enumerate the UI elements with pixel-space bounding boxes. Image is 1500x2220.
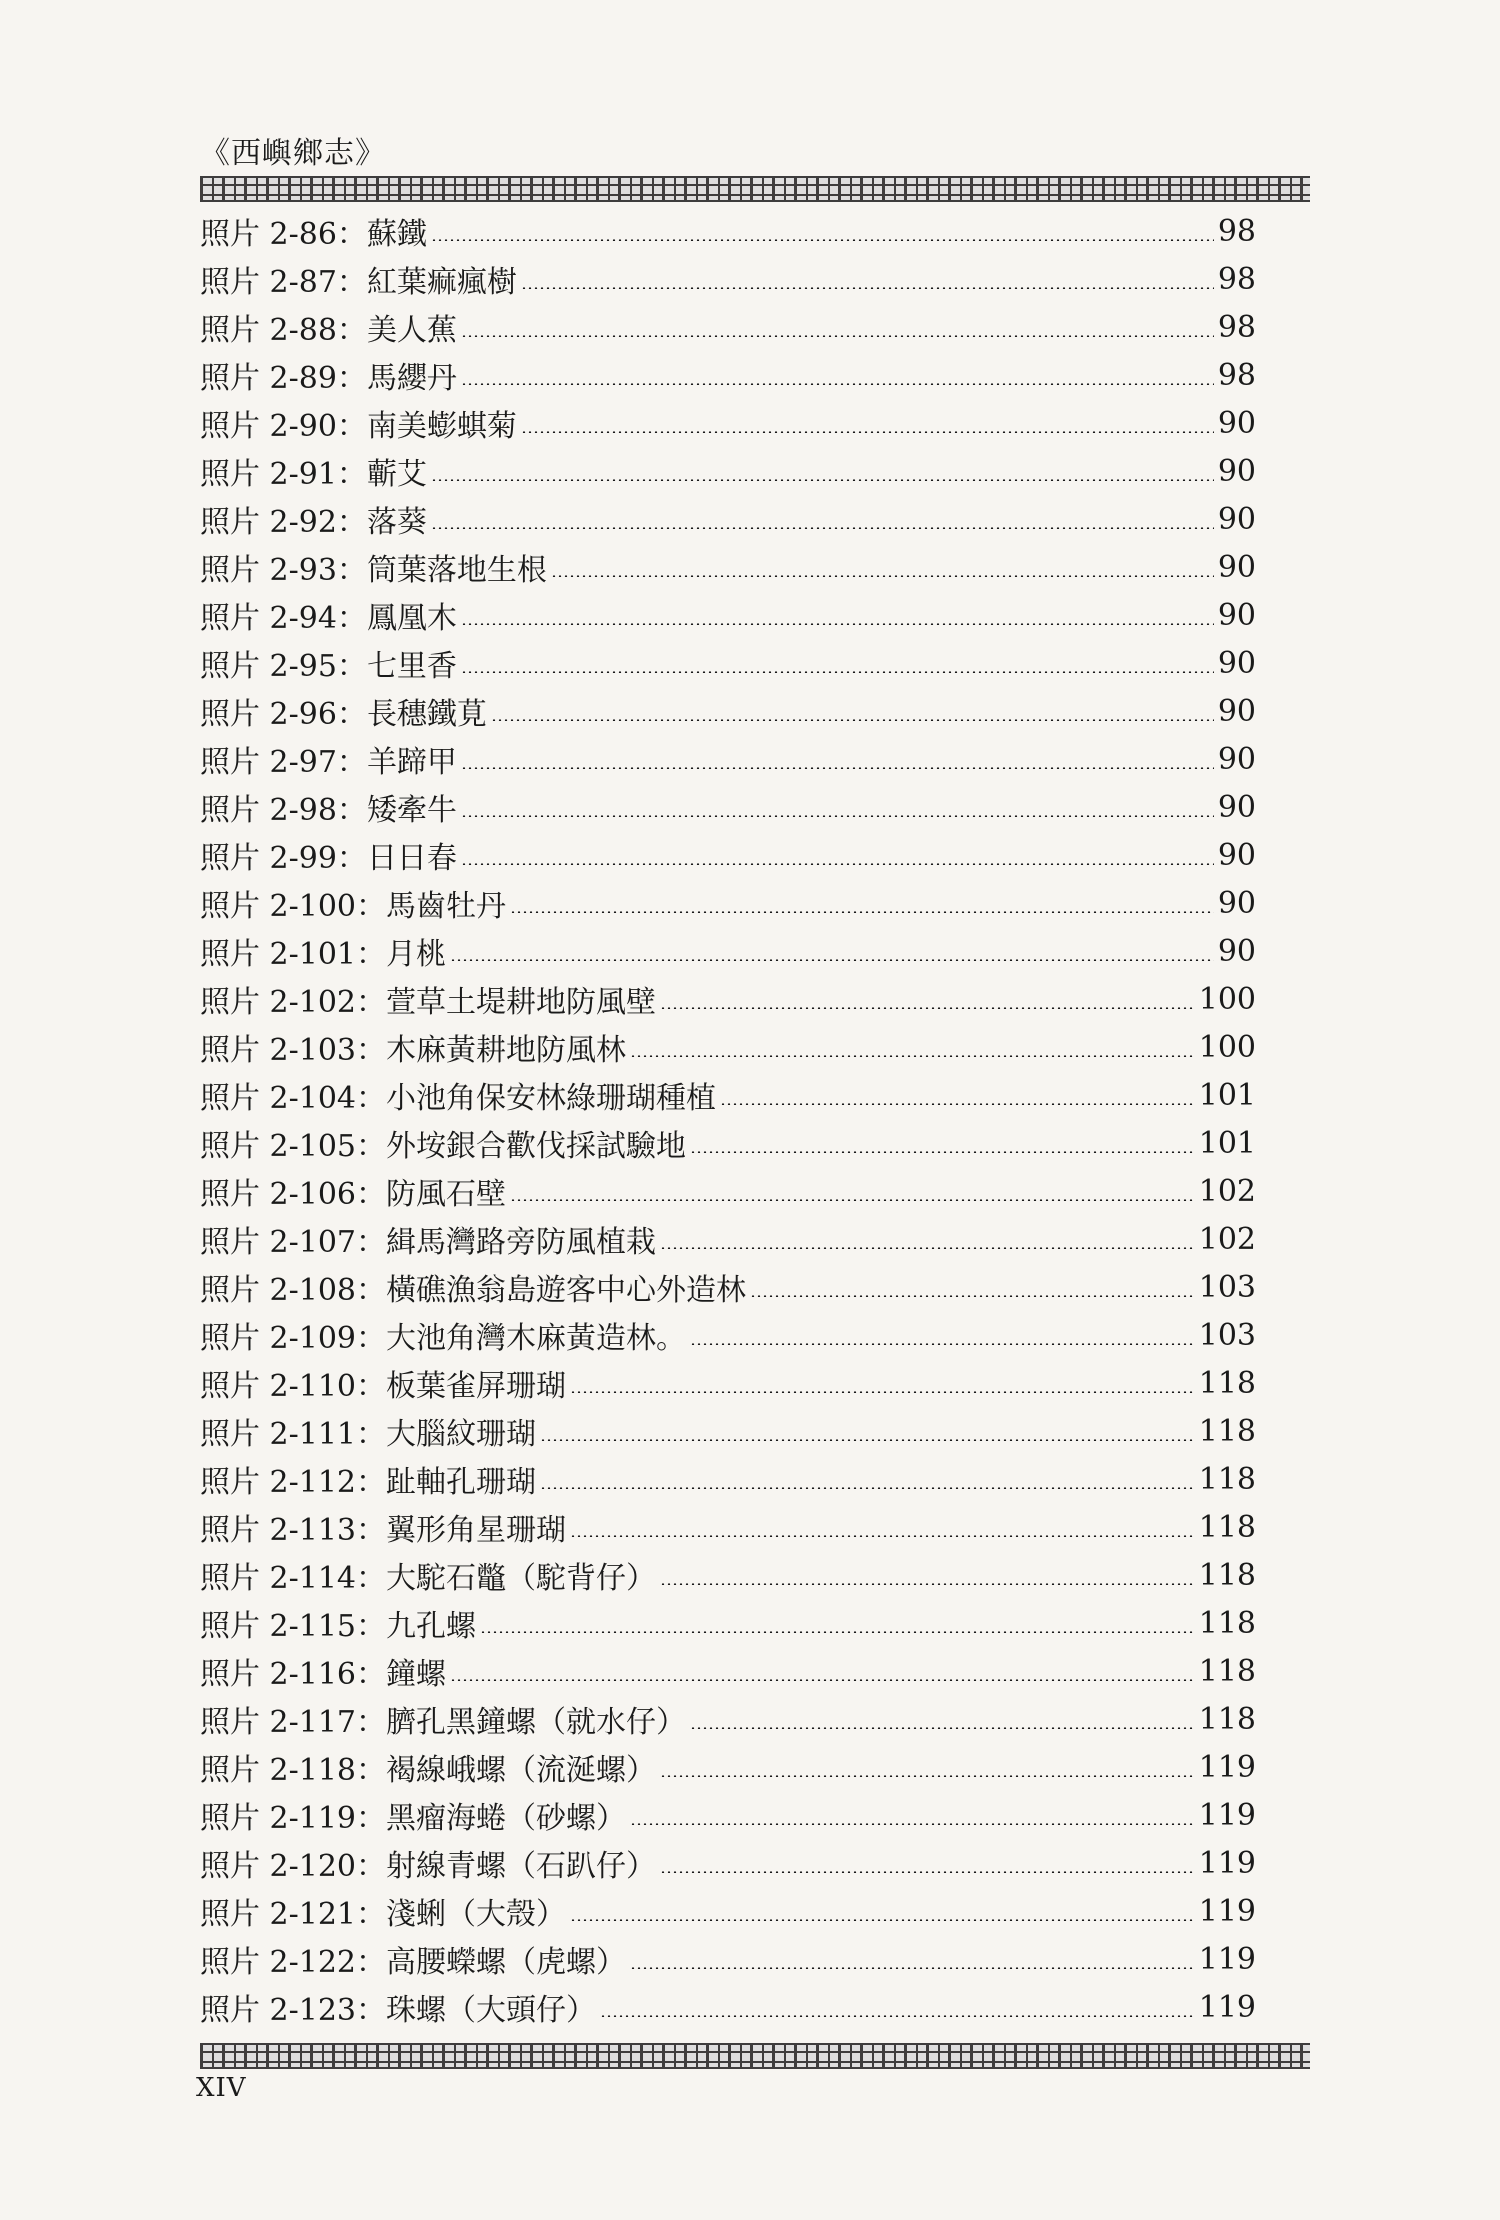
toc-entry xyxy=(200,1023,1256,1071)
entry-page-number: 90 xyxy=(1217,837,1256,873)
entry-title: 大駝石鼈（駝背仔） xyxy=(386,1561,657,1596)
entry-label: 照片 2-112： xyxy=(200,1465,387,1500)
entry-title: 淺蜊（大殼） xyxy=(386,1897,567,1932)
dot-leader xyxy=(510,1199,1195,1201)
entry-page-number: 118 xyxy=(1198,1413,1256,1449)
entry-title: 蘇鐵 xyxy=(366,217,427,252)
entry-page-number: 118 xyxy=(1198,1653,1256,1689)
dot-leader xyxy=(450,959,1214,961)
toc-entry xyxy=(200,1791,1256,1839)
toc-entry xyxy=(200,687,1256,735)
toc-entry xyxy=(200,927,1256,975)
dot-leader xyxy=(461,335,1214,337)
entry-page-number: 90 xyxy=(1217,645,1256,681)
dot-leader xyxy=(600,2015,1195,2017)
entry-label: 照片 2-120： xyxy=(200,1849,387,1884)
entry-label: 照片 2-101： xyxy=(200,937,387,972)
entry-title: 黑瘤海蜷（砂螺） xyxy=(386,1801,627,1836)
entry-label: 照片 2-96： xyxy=(200,697,367,732)
entry-title: 小池角保安林綠珊瑚種植 xyxy=(386,1081,717,1116)
dot-leader xyxy=(690,1151,1195,1153)
entry-label: 照片 2-119： xyxy=(200,1801,387,1836)
entry-label: 照片 2-111： xyxy=(200,1417,387,1452)
entry-page-number: 118 xyxy=(1198,1557,1256,1593)
dot-leader xyxy=(461,671,1214,673)
entry-title: 紅葉痲瘋樹 xyxy=(366,265,517,300)
entry-title: 九孔螺 xyxy=(386,1609,477,1644)
entry-title: 落葵 xyxy=(366,505,427,540)
entry-label: 照片 2-123： xyxy=(200,1993,387,2028)
dot-leader xyxy=(521,287,1214,289)
toc-entry xyxy=(200,1551,1256,1599)
dot-leader xyxy=(540,1487,1195,1489)
entry-title: 日日春 xyxy=(366,841,457,876)
toc-entry xyxy=(200,1119,1256,1167)
dot-leader xyxy=(461,863,1214,865)
dot-leader xyxy=(570,1535,1195,1537)
entry-title: 翼形角星珊瑚 xyxy=(386,1513,567,1548)
entry-title: 臍孔黑鐘螺（就水仔） xyxy=(386,1705,687,1740)
entry-title: 七里香 xyxy=(366,649,457,684)
dot-leader xyxy=(491,719,1214,721)
toc-entry xyxy=(200,495,1256,543)
entry-title: 褐線峨螺（流涎螺） xyxy=(386,1753,657,1788)
dot-leader xyxy=(660,1583,1195,1585)
entry-title: 大腦紋珊瑚 xyxy=(386,1417,537,1452)
toc-entry xyxy=(200,1503,1256,1551)
toc-entry xyxy=(200,255,1256,303)
entry-label: 照片 2-113： xyxy=(200,1513,387,1548)
entry-page-number: 102 xyxy=(1198,1173,1256,1209)
entry-page-number: 119 xyxy=(1198,1797,1256,1833)
entry-page-number: 90 xyxy=(1217,501,1256,537)
entry-page-number: 90 xyxy=(1217,885,1256,921)
entry-label: 照片 2-105： xyxy=(200,1129,387,1164)
entry-label: 照片 2-116： xyxy=(200,1657,387,1692)
toc-entry xyxy=(200,1215,1256,1263)
toc-entry xyxy=(200,1839,1256,1887)
dot-leader xyxy=(461,815,1214,817)
entry-page-number: 90 xyxy=(1217,549,1256,585)
entry-title: 緝馬灣路旁防風植栽 xyxy=(386,1225,657,1260)
dot-leader xyxy=(630,1967,1195,1969)
entry-label: 照片 2-86： xyxy=(200,217,367,252)
toc-entry xyxy=(200,783,1256,831)
entry-label: 照片 2-90： xyxy=(200,409,367,444)
toc-entry xyxy=(200,1359,1256,1407)
entry-title: 長穗鐵莧 xyxy=(366,697,487,732)
entry-page-number: 102 xyxy=(1198,1221,1256,1257)
entry-title: 橫礁漁翁島遊客中心外造林 xyxy=(386,1273,747,1308)
dot-leader xyxy=(660,1247,1195,1249)
toc-entry xyxy=(200,303,1256,351)
entry-title: 外垵銀合歡伐採試驗地 xyxy=(386,1129,687,1164)
entry-title: 趾軸孔珊瑚 xyxy=(386,1465,537,1500)
toc-entry xyxy=(200,1455,1256,1503)
entry-page-number: 119 xyxy=(1198,1941,1256,1977)
toc-entry xyxy=(200,447,1256,495)
toc-entry xyxy=(200,1743,1256,1791)
dot-leader xyxy=(431,239,1214,241)
toc-entry xyxy=(200,1935,1256,1983)
toc-entry xyxy=(200,1695,1256,1743)
entry-label: 照片 2-93： xyxy=(200,553,367,588)
dot-leader xyxy=(510,911,1214,913)
entry-page-number: 119 xyxy=(1198,1749,1256,1785)
entry-title: 馬纓丹 xyxy=(366,361,457,396)
entry-label: 照片 2-117： xyxy=(200,1705,387,1740)
entry-title: 鳳凰木 xyxy=(366,601,457,636)
toc-entry xyxy=(200,1071,1256,1119)
entry-page-number: 118 xyxy=(1198,1509,1256,1545)
dot-leader xyxy=(630,1823,1195,1825)
entry-title: 大池角灣木麻黃造林。 xyxy=(386,1321,687,1356)
entry-title: 高腰蠑螺（虎螺） xyxy=(386,1945,627,1980)
photo-index-list xyxy=(200,207,1256,2031)
dot-leader xyxy=(461,767,1214,769)
entry-label: 照片 2-107： xyxy=(200,1225,387,1260)
toc-entry xyxy=(200,591,1256,639)
dot-leader xyxy=(750,1295,1195,1297)
dot-leader xyxy=(450,1679,1195,1681)
dot-leader xyxy=(570,1391,1195,1393)
toc-entry xyxy=(200,1263,1256,1311)
entry-title: 板葉雀屏珊瑚 xyxy=(386,1369,567,1404)
entry-title: 萱草土堤耕地防風壁 xyxy=(386,985,657,1020)
entry-page-number: 119 xyxy=(1198,1989,1256,2025)
entry-title: 木麻黃耕地防風林 xyxy=(386,1033,627,1068)
toc-entry xyxy=(200,1887,1256,1935)
entry-label: 照片 2-88： xyxy=(200,313,367,348)
entry-page-number: 90 xyxy=(1217,405,1256,441)
entry-page-number: 101 xyxy=(1198,1077,1256,1113)
entry-label: 照片 2-114： xyxy=(200,1561,387,1596)
entry-label: 照片 2-97： xyxy=(200,745,367,780)
entry-page-number: 118 xyxy=(1198,1461,1256,1497)
entry-page-number: 90 xyxy=(1217,741,1256,777)
toc-entry xyxy=(200,1599,1256,1647)
entry-page-number: 101 xyxy=(1198,1125,1256,1161)
entry-title: 矮牽牛 xyxy=(366,793,457,828)
entry-page-number: 90 xyxy=(1217,453,1256,489)
toc-entry xyxy=(200,1311,1256,1359)
dot-leader xyxy=(630,1055,1195,1057)
toc-entry xyxy=(200,831,1256,879)
toc-entry xyxy=(200,399,1256,447)
entry-page-number: 100 xyxy=(1198,1029,1256,1065)
entry-label: 照片 2-95： xyxy=(200,649,367,684)
entry-page-number: 90 xyxy=(1217,693,1256,729)
dot-leader xyxy=(480,1631,1195,1633)
running-head: 《西嶼鄉志》 xyxy=(200,136,386,171)
toc-entry xyxy=(200,207,1256,255)
toc-entry xyxy=(200,1407,1256,1455)
entry-label: 照片 2-103： xyxy=(200,1033,387,1068)
entry-label: 照片 2-121： xyxy=(200,1897,387,1932)
entry-label: 照片 2-106： xyxy=(200,1177,387,1212)
entry-page-number: 98 xyxy=(1217,357,1256,393)
entry-label: 照片 2-92： xyxy=(200,505,367,540)
dot-leader xyxy=(690,1727,1195,1729)
top-decorative-border xyxy=(200,176,1310,202)
entry-page-number: 119 xyxy=(1198,1893,1256,1929)
dot-leader xyxy=(461,623,1214,625)
entry-page-number: 98 xyxy=(1217,261,1256,297)
entry-title: 美人蕉 xyxy=(366,313,457,348)
entry-label: 照片 2-108： xyxy=(200,1273,387,1308)
dot-leader xyxy=(660,1007,1195,1009)
entry-page-number: 118 xyxy=(1198,1605,1256,1641)
entry-page-number: 118 xyxy=(1198,1365,1256,1401)
toc-entry xyxy=(200,351,1256,399)
entry-page-number: 98 xyxy=(1217,213,1256,249)
entry-label: 照片 2-98： xyxy=(200,793,367,828)
dot-leader xyxy=(570,1919,1195,1921)
page-number: XIV xyxy=(196,2073,247,2103)
entry-label: 照片 2-104： xyxy=(200,1081,387,1116)
toc-entry xyxy=(200,735,1256,783)
entry-title: 蘄艾 xyxy=(366,457,427,492)
dot-leader xyxy=(431,479,1214,481)
entry-title: 珠螺（大頭仔） xyxy=(386,1993,597,2028)
dot-leader xyxy=(521,431,1214,433)
entry-title: 射線青螺（石趴仔） xyxy=(386,1849,657,1884)
entry-label: 照片 2-109： xyxy=(200,1321,387,1356)
entry-label: 照片 2-110： xyxy=(200,1369,387,1404)
dot-leader xyxy=(660,1871,1195,1873)
dot-leader xyxy=(551,575,1214,577)
entry-title: 月桃 xyxy=(386,937,447,972)
dot-leader xyxy=(431,527,1214,529)
entry-page-number: 118 xyxy=(1198,1701,1256,1737)
entry-title: 防風石壁 xyxy=(386,1177,507,1212)
toc-entry xyxy=(200,1983,1256,2031)
entry-title: 馬齒牡丹 xyxy=(386,889,507,924)
dot-leader xyxy=(461,383,1214,385)
entry-label: 照片 2-100： xyxy=(200,889,387,924)
entry-page-number: 100 xyxy=(1198,981,1256,1017)
toc-entry xyxy=(200,1647,1256,1695)
toc-entry xyxy=(200,975,1256,1023)
entry-page-number: 119 xyxy=(1198,1845,1256,1881)
dot-leader xyxy=(720,1103,1195,1105)
toc-entry xyxy=(200,879,1256,927)
entry-title: 筒葉落地生根 xyxy=(366,553,547,588)
bottom-decorative-border xyxy=(200,2043,1310,2069)
entry-page-number: 103 xyxy=(1198,1317,1256,1353)
entry-label: 照片 2-89： xyxy=(200,361,367,396)
toc-entry xyxy=(200,543,1256,591)
entry-title: 羊蹄甲 xyxy=(366,745,457,780)
entry-label: 照片 2-122： xyxy=(200,1945,387,1980)
dot-leader xyxy=(660,1775,1195,1777)
entry-label: 照片 2-102： xyxy=(200,985,387,1020)
dot-leader xyxy=(540,1439,1195,1441)
entry-label: 照片 2-118： xyxy=(200,1753,387,1788)
entry-title: 南美蟛蜞菊 xyxy=(366,409,517,444)
entry-page-number: 90 xyxy=(1217,933,1256,969)
entry-label: 照片 2-115： xyxy=(200,1609,387,1644)
entry-label: 照片 2-91： xyxy=(200,457,367,492)
dot-leader xyxy=(690,1343,1195,1345)
entry-title: 鐘螺 xyxy=(386,1657,447,1692)
entry-page-number: 103 xyxy=(1198,1269,1256,1305)
entry-label: 照片 2-94： xyxy=(200,601,367,636)
entry-page-number: 90 xyxy=(1217,789,1256,825)
toc-entry xyxy=(200,639,1256,687)
entry-page-number: 98 xyxy=(1217,309,1256,345)
toc-entry xyxy=(200,1167,1256,1215)
entry-label: 照片 2-87： xyxy=(200,265,367,300)
entry-page-number: 90 xyxy=(1217,597,1256,633)
entry-label: 照片 2-99： xyxy=(200,841,367,876)
